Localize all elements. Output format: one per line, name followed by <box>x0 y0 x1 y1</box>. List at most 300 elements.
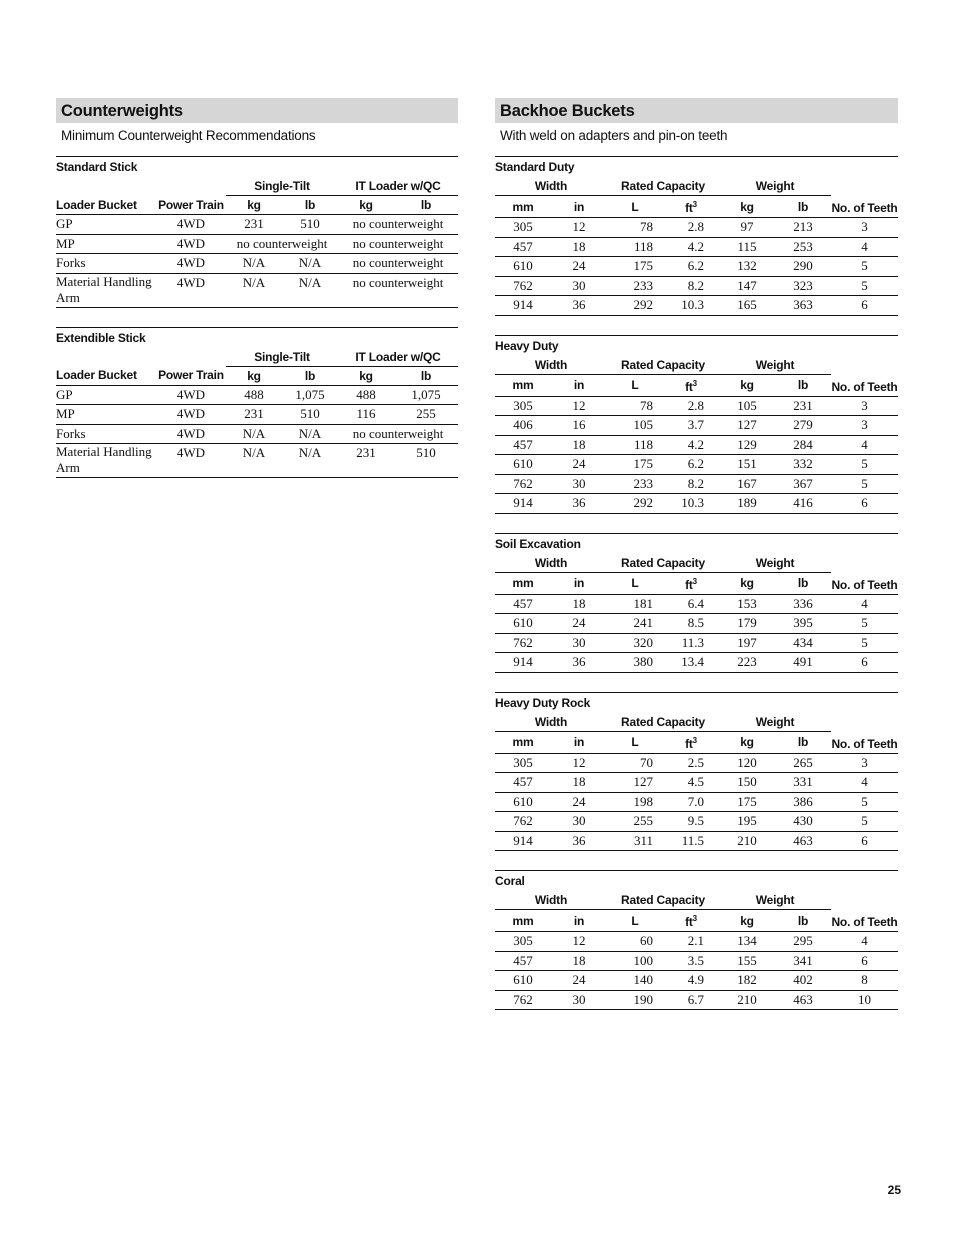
weight-lb-cell: 279 <box>775 416 831 436</box>
counterweight-table <box>56 156 458 308</box>
header-lb: lb <box>775 910 831 932</box>
width-in-cell: 24 <box>551 792 607 812</box>
bucket-table-block <box>495 533 898 673</box>
table-row <box>495 237 898 257</box>
teeth-cell: 6 <box>831 653 898 673</box>
header-ft-text: ft <box>685 577 693 592</box>
single-tilt-kg-cell: N/A <box>226 424 282 444</box>
header-rated-capacity: Rated Capacity <box>607 713 719 732</box>
capacity-l-cell: 70 <box>607 753 663 773</box>
table-row <box>56 444 458 478</box>
header-l: L <box>607 572 663 594</box>
group-header-row <box>495 356 898 375</box>
single-tilt-kg-cell: N/A <box>226 254 282 274</box>
header-ft-text: ft <box>685 379 693 394</box>
capacity-ft3-cell: 8.5 <box>663 614 719 634</box>
single-tilt-lb-cell: 1,075 <box>282 385 338 405</box>
single-tilt-cell: no counterweight <box>226 234 338 254</box>
teeth-cell: 4 <box>831 237 898 257</box>
header-width: Width <box>495 554 607 573</box>
width-in-cell: 36 <box>551 494 607 514</box>
loader-bucket-cell: Forks <box>56 424 156 444</box>
unit-header-row <box>56 366 458 385</box>
table-row <box>495 792 898 812</box>
header-width: Width <box>495 891 607 910</box>
weight-kg-cell: 175 <box>719 792 775 812</box>
width-mm-cell: 406 <box>495 416 551 436</box>
backhoe-buckets-title: Backhoe Buckets <box>495 98 898 123</box>
counterweights-title: Counterweights <box>56 98 458 123</box>
bucket-table-block <box>495 156 898 316</box>
width-mm-cell: 305 <box>495 753 551 773</box>
capacity-l-cell: 320 <box>607 633 663 653</box>
header-weight: Weight <box>719 177 831 196</box>
counterweights-subtitle: Minimum Counterweight Recommendations <box>61 128 316 143</box>
header-ft3 <box>663 910 719 932</box>
table-row <box>495 951 898 971</box>
width-mm-cell: 457 <box>495 951 551 971</box>
weight-lb-cell: 395 <box>775 614 831 634</box>
it-loader-lb-cell: 510 <box>394 444 458 478</box>
teeth-cell: 5 <box>831 792 898 812</box>
capacity-ft3-cell: 10.3 <box>663 494 719 514</box>
weight-lb-cell: 363 <box>775 296 831 316</box>
table-row <box>495 276 898 296</box>
it-loader-cell: no counterweight <box>338 254 458 274</box>
weight-lb-cell: 213 <box>775 218 831 238</box>
capacity-ft3-cell: 2.8 <box>663 218 719 238</box>
capacity-ft3-cell: 8.2 <box>663 474 719 494</box>
width-mm-cell: 762 <box>495 474 551 494</box>
header-loader-bucket: Loader Bucket <box>56 366 156 385</box>
table-label: Standard Duty <box>495 157 898 178</box>
width-mm-cell: 305 <box>495 396 551 416</box>
single-tilt-lb-cell: 510 <box>282 405 338 425</box>
bucket-table <box>495 335 898 514</box>
teeth-cell: 5 <box>831 633 898 653</box>
it-loader-cell: no counterweight <box>338 215 458 235</box>
bucket-table <box>495 156 898 316</box>
single-tilt-kg-cell: N/A <box>226 444 282 478</box>
weight-lb-cell: 284 <box>775 435 831 455</box>
weight-lb-cell: 416 <box>775 494 831 514</box>
table-row <box>495 396 898 416</box>
capacity-l-cell: 241 <box>607 614 663 634</box>
width-in-cell: 12 <box>551 218 607 238</box>
width-in-cell: 18 <box>551 594 607 614</box>
width-mm-cell: 610 <box>495 455 551 475</box>
width-in-cell: 12 <box>551 932 607 952</box>
weight-kg-cell: 115 <box>719 237 775 257</box>
weight-kg-cell: 189 <box>719 494 775 514</box>
width-mm-cell: 457 <box>495 237 551 257</box>
weight-lb-cell: 491 <box>775 653 831 673</box>
bucket-tables <box>495 156 898 1010</box>
teeth-cell: 5 <box>831 455 898 475</box>
weight-lb-cell: 290 <box>775 257 831 277</box>
weight-kg-cell: 223 <box>719 653 775 673</box>
capacity-ft3-cell: 9.5 <box>663 812 719 832</box>
width-mm-cell: 457 <box>495 773 551 793</box>
capacity-l-cell: 100 <box>607 951 663 971</box>
capacity-ft3-cell: 6.2 <box>663 257 719 277</box>
width-mm-cell: 457 <box>495 435 551 455</box>
power-train-cell: 4WD <box>156 405 226 425</box>
standard-stick-table <box>56 156 458 308</box>
width-in-cell: 12 <box>551 753 607 773</box>
header-no-of-teeth: No. of Teeth <box>831 356 898 397</box>
table-label-row <box>56 157 458 178</box>
table-row <box>56 424 458 444</box>
unit-header-row <box>56 196 458 215</box>
single-tilt-lb-cell: N/A <box>282 273 338 307</box>
single-tilt-kg-cell: 231 <box>226 215 282 235</box>
table-row <box>495 257 898 277</box>
weight-kg-cell: 97 <box>719 218 775 238</box>
table-label-row <box>495 871 898 892</box>
header-rated-capacity: Rated Capacity <box>607 891 719 910</box>
capacity-l-cell: 255 <box>607 812 663 832</box>
bucket-table <box>495 533 898 673</box>
header-l: L <box>607 374 663 396</box>
teeth-cell: 4 <box>831 773 898 793</box>
header-in: in <box>551 196 607 218</box>
table-row <box>495 494 898 514</box>
it-loader-kg-cell: 231 <box>338 444 394 478</box>
teeth-cell: 6 <box>831 296 898 316</box>
weight-kg-cell: 195 <box>719 812 775 832</box>
capacity-l-cell: 140 <box>607 971 663 991</box>
width-mm-cell: 610 <box>495 257 551 277</box>
width-mm-cell: 610 <box>495 971 551 991</box>
width-in-cell: 24 <box>551 614 607 634</box>
table-row <box>495 455 898 475</box>
table-row <box>495 435 898 455</box>
table-label-row <box>495 335 898 356</box>
weight-kg-cell: 132 <box>719 257 775 277</box>
power-train-cell: 4WD <box>156 215 226 235</box>
header-lb: lb <box>775 731 831 753</box>
power-train-cell: 4WD <box>156 254 226 274</box>
weight-kg-cell: 120 <box>719 753 775 773</box>
width-in-cell: 30 <box>551 990 607 1010</box>
teeth-cell: 5 <box>831 276 898 296</box>
loader-bucket-cell: MP <box>56 234 156 254</box>
single-tilt-kg-cell: N/A <box>226 273 282 307</box>
header-loader-bucket: Loader Bucket <box>56 196 156 215</box>
capacity-l-cell: 292 <box>607 296 663 316</box>
header-width: Width <box>495 177 607 196</box>
capacity-l-cell: 181 <box>607 594 663 614</box>
header-ft3 <box>663 374 719 396</box>
table-row <box>56 254 458 274</box>
group-header-row <box>56 177 458 196</box>
width-in-cell: 36 <box>551 296 607 316</box>
width-mm-cell: 762 <box>495 990 551 1010</box>
header-l: L <box>607 196 663 218</box>
group-header-row <box>495 177 898 196</box>
header-lb: lb <box>394 366 458 385</box>
table-row <box>56 385 458 405</box>
header-rated-capacity: Rated Capacity <box>607 356 719 375</box>
capacity-ft3-cell: 3.7 <box>663 416 719 436</box>
capacity-l-cell: 175 <box>607 455 663 475</box>
it-loader-cell: no counterweight <box>338 273 458 307</box>
teeth-cell: 5 <box>831 614 898 634</box>
capacity-ft3-cell: 4.2 <box>663 435 719 455</box>
weight-lb-cell: 402 <box>775 971 831 991</box>
weight-kg-cell: 127 <box>719 416 775 436</box>
it-loader-kg-cell: 116 <box>338 405 394 425</box>
weight-lb-cell: 463 <box>775 990 831 1010</box>
weight-kg-cell: 105 <box>719 396 775 416</box>
weight-lb-cell: 336 <box>775 594 831 614</box>
header-lb: lb <box>775 374 831 396</box>
weight-kg-cell: 134 <box>719 932 775 952</box>
weight-lb-cell: 463 <box>775 831 831 851</box>
width-in-cell: 24 <box>551 455 607 475</box>
backhoe-buckets-section <box>495 98 898 1029</box>
capacity-l-cell: 118 <box>607 435 663 455</box>
backhoe-buckets-subtitle: With weld on adapters and pin-on teeth <box>500 128 728 143</box>
loader-bucket-cell: GP <box>56 215 156 235</box>
capacity-ft3-cell: 2.8 <box>663 396 719 416</box>
width-in-cell: 24 <box>551 257 607 277</box>
weight-kg-cell: 129 <box>719 435 775 455</box>
width-mm-cell: 610 <box>495 614 551 634</box>
header-spacer <box>56 348 226 367</box>
weight-lb-cell: 331 <box>775 773 831 793</box>
header-power-train: Power Train <box>156 366 226 385</box>
teeth-cell: 3 <box>831 416 898 436</box>
bucket-table <box>495 692 898 852</box>
weight-lb-cell: 434 <box>775 633 831 653</box>
weight-kg-cell: 197 <box>719 633 775 653</box>
weight-kg-cell: 210 <box>719 831 775 851</box>
teeth-cell: 6 <box>831 831 898 851</box>
width-mm-cell: 914 <box>495 653 551 673</box>
table-row <box>495 416 898 436</box>
header-rated-capacity: Rated Capacity <box>607 177 719 196</box>
capacity-ft3-cell: 6.7 <box>663 990 719 1010</box>
header-ft-text: ft <box>685 201 693 215</box>
table-row <box>495 474 898 494</box>
header-lb: lb <box>775 196 831 218</box>
capacity-ft3-cell: 4.2 <box>663 237 719 257</box>
width-mm-cell: 762 <box>495 812 551 832</box>
teeth-cell: 4 <box>831 932 898 952</box>
header-spacer <box>56 177 226 196</box>
page-number: 25 <box>887 1183 901 1197</box>
capacity-ft3-cell: 6.2 <box>663 455 719 475</box>
capacity-ft3-cell: 7.0 <box>663 792 719 812</box>
header-ft3 <box>663 572 719 594</box>
header-mm: mm <box>495 572 551 594</box>
weight-lb-cell: 367 <box>775 474 831 494</box>
it-loader-cell: no counterweight <box>338 234 458 254</box>
table-row <box>495 990 898 1010</box>
header-no-of-teeth: No. of Teeth <box>831 713 898 754</box>
capacity-ft3-cell: 8.2 <box>663 276 719 296</box>
header-ft-text: ft <box>685 915 693 929</box>
table-row <box>56 273 458 307</box>
weight-kg-cell: 167 <box>719 474 775 494</box>
table-row <box>56 215 458 235</box>
table-row <box>495 753 898 773</box>
width-in-cell: 30 <box>551 474 607 494</box>
weight-kg-cell: 182 <box>719 971 775 991</box>
table-row <box>495 971 898 991</box>
header-kg: kg <box>719 196 775 218</box>
width-mm-cell: 914 <box>495 494 551 514</box>
it-loader-lb-cell: 255 <box>394 405 458 425</box>
header-ft-superscript: 3 <box>692 576 697 586</box>
table-row <box>495 614 898 634</box>
weight-lb-cell: 332 <box>775 455 831 475</box>
width-mm-cell: 305 <box>495 218 551 238</box>
header-ft-superscript: 3 <box>692 200 697 209</box>
weight-kg-cell: 153 <box>719 594 775 614</box>
loader-bucket-cell: Forks <box>56 254 156 274</box>
header-kg: kg <box>719 731 775 753</box>
capacity-l-cell: 233 <box>607 474 663 494</box>
header-ft3 <box>663 196 719 218</box>
table-label-row <box>495 692 898 713</box>
weight-kg-cell: 210 <box>719 990 775 1010</box>
power-train-cell: 4WD <box>156 273 226 307</box>
loader-bucket-cell: Material Handling Arm <box>56 444 156 478</box>
teeth-cell: 3 <box>831 218 898 238</box>
weight-kg-cell: 179 <box>719 614 775 634</box>
table-row <box>56 405 458 425</box>
teeth-cell: 5 <box>831 474 898 494</box>
width-in-cell: 36 <box>551 653 607 673</box>
header-lb: lb <box>775 572 831 594</box>
table-label: Coral <box>495 871 898 892</box>
loader-bucket-cell: MP <box>56 405 156 425</box>
width-in-cell: 18 <box>551 951 607 971</box>
header-kg: kg <box>719 374 775 396</box>
header-l: L <box>607 731 663 753</box>
capacity-l-cell: 127 <box>607 773 663 793</box>
width-in-cell: 18 <box>551 773 607 793</box>
header-kg: kg <box>226 196 282 215</box>
header-lb: lb <box>282 366 338 385</box>
group-header-row <box>495 554 898 573</box>
capacity-l-cell: 190 <box>607 990 663 1010</box>
capacity-l-cell: 175 <box>607 257 663 277</box>
width-in-cell: 18 <box>551 237 607 257</box>
header-power-train: Power Train <box>156 196 226 215</box>
header-mm: mm <box>495 731 551 753</box>
header-mm: mm <box>495 374 551 396</box>
header-in: in <box>551 374 607 396</box>
capacity-ft3-cell: 6.4 <box>663 594 719 614</box>
header-ft3 <box>663 731 719 753</box>
header-ft-superscript: 3 <box>692 378 697 388</box>
weight-lb-cell: 295 <box>775 932 831 952</box>
header-kg: kg <box>338 196 394 215</box>
width-in-cell: 30 <box>551 633 607 653</box>
table-label: Soil Excavation <box>495 533 898 554</box>
table-row <box>56 234 458 254</box>
power-train-cell: 4WD <box>156 234 226 254</box>
header-width: Width <box>495 713 607 732</box>
single-tilt-lb-cell: N/A <box>282 424 338 444</box>
header-lb: lb <box>394 196 458 215</box>
width-mm-cell: 610 <box>495 792 551 812</box>
width-mm-cell: 762 <box>495 633 551 653</box>
table-label: Standard Stick <box>56 157 458 178</box>
bucket-table-block <box>495 870 898 1010</box>
width-in-cell: 36 <box>551 831 607 851</box>
header-rated-capacity: Rated Capacity <box>607 554 719 573</box>
capacity-l-cell: 105 <box>607 416 663 436</box>
counterweight-table <box>56 327 458 479</box>
bucket-table <box>495 870 898 1010</box>
width-in-cell: 30 <box>551 276 607 296</box>
header-lb: lb <box>282 196 338 215</box>
header-width: Width <box>495 356 607 375</box>
teeth-cell: 5 <box>831 257 898 277</box>
teeth-cell: 10 <box>831 990 898 1010</box>
capacity-l-cell: 380 <box>607 653 663 673</box>
table-row <box>495 594 898 614</box>
header-it-loader: IT Loader w/QC <box>338 348 458 367</box>
capacity-l-cell: 292 <box>607 494 663 514</box>
loader-bucket-cell: GP <box>56 385 156 405</box>
capacity-l-cell: 233 <box>607 276 663 296</box>
capacity-ft3-cell: 10.3 <box>663 296 719 316</box>
teeth-cell: 6 <box>831 951 898 971</box>
width-mm-cell: 457 <box>495 594 551 614</box>
width-in-cell: 18 <box>551 435 607 455</box>
weight-kg-cell: 165 <box>719 296 775 316</box>
table-row <box>495 932 898 952</box>
table-label: Extendible Stick <box>56 327 458 348</box>
table-row <box>495 831 898 851</box>
width-mm-cell: 762 <box>495 276 551 296</box>
header-weight: Weight <box>719 356 831 375</box>
power-train-cell: 4WD <box>156 385 226 405</box>
capacity-ft3-cell: 13.4 <box>663 653 719 673</box>
table-label-row <box>495 533 898 554</box>
bucket-table-block <box>495 692 898 852</box>
table-row <box>495 812 898 832</box>
header-l: L <box>607 910 663 932</box>
header-in: in <box>551 731 607 753</box>
teeth-cell: 3 <box>831 396 898 416</box>
capacity-ft3-cell: 2.5 <box>663 753 719 773</box>
capacity-l-cell: 198 <box>607 792 663 812</box>
teeth-cell: 5 <box>831 812 898 832</box>
teeth-cell: 6 <box>831 494 898 514</box>
header-kg: kg <box>719 910 775 932</box>
it-loader-lb-cell: 1,075 <box>394 385 458 405</box>
bucket-table-block <box>495 335 898 514</box>
weight-lb-cell: 253 <box>775 237 831 257</box>
single-tilt-lb-cell: N/A <box>282 444 338 478</box>
teeth-cell: 4 <box>831 594 898 614</box>
header-it-loader: IT Loader w/QC <box>338 177 458 196</box>
capacity-ft3-cell: 3.5 <box>663 951 719 971</box>
width-in-cell: 12 <box>551 396 607 416</box>
table-row <box>495 773 898 793</box>
header-kg: kg <box>226 366 282 385</box>
table-label: Heavy Duty Rock <box>495 692 898 713</box>
capacity-ft3-cell: 2.1 <box>663 932 719 952</box>
weight-kg-cell: 155 <box>719 951 775 971</box>
